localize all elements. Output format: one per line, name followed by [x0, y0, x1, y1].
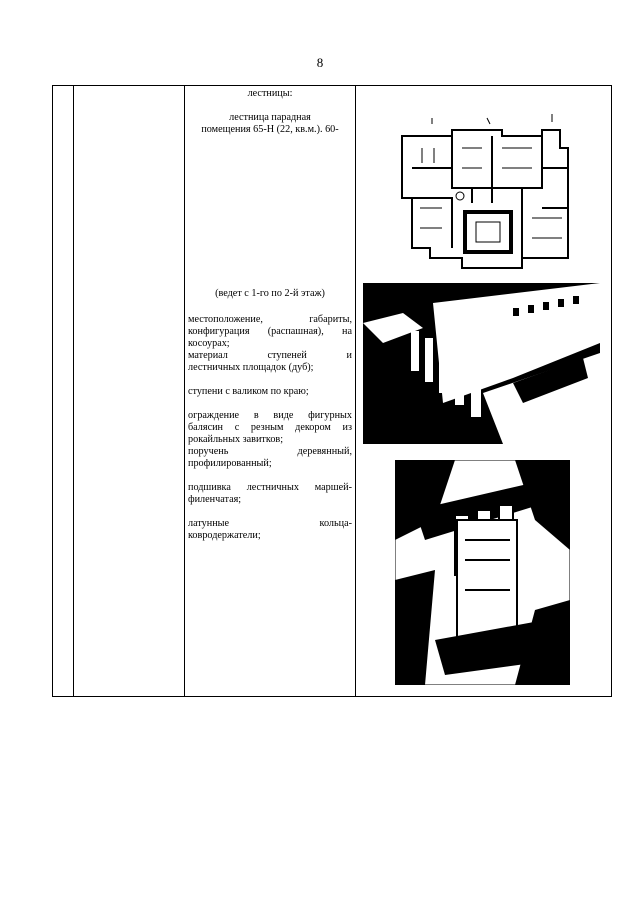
text-line: рокайльных завитков;: [188, 434, 284, 445]
column-divider: [184, 86, 185, 696]
text-line: лестницы:: [247, 88, 293, 99]
text-line: балясин с резным декором из: [188, 422, 352, 433]
text-line: материал ступеней и: [188, 350, 352, 361]
text-line: (ведет с 1-го по 2-й этаж): [215, 288, 325, 299]
text-line: профилированный;: [188, 458, 272, 469]
text-line: ограждение в виде фигурных: [188, 410, 352, 421]
text-line: помещения 65-Н (22, кв.м.). 60-: [201, 124, 339, 135]
description-cell: [188, 88, 352, 542]
column-divider: [73, 86, 74, 696]
text-line: конфигурация (распашная), на: [188, 326, 352, 337]
staircase-photo-upper: [363, 283, 600, 444]
text-line: местоположение, габариты,: [188, 314, 352, 325]
column-divider: [355, 86, 356, 696]
text-line: косоурах;: [188, 338, 230, 349]
floor-plan-image: [392, 108, 578, 273]
text-line: ковродержатели;: [188, 530, 261, 541]
text-line: подшивка лестничных маршей-: [188, 482, 352, 493]
text-line: поручень деревянный,: [188, 446, 352, 457]
text-line: ступени с валиком по краю;: [188, 386, 309, 397]
text-line: филенчатая;: [188, 494, 242, 505]
text-line: лестничных площадок (дуб);: [188, 362, 314, 373]
text-line: лестница парадная: [229, 112, 311, 123]
text-line: латунные кольца-: [188, 518, 352, 529]
page-number: 8: [316, 55, 324, 70]
staircase-photo-lower: [395, 460, 570, 685]
